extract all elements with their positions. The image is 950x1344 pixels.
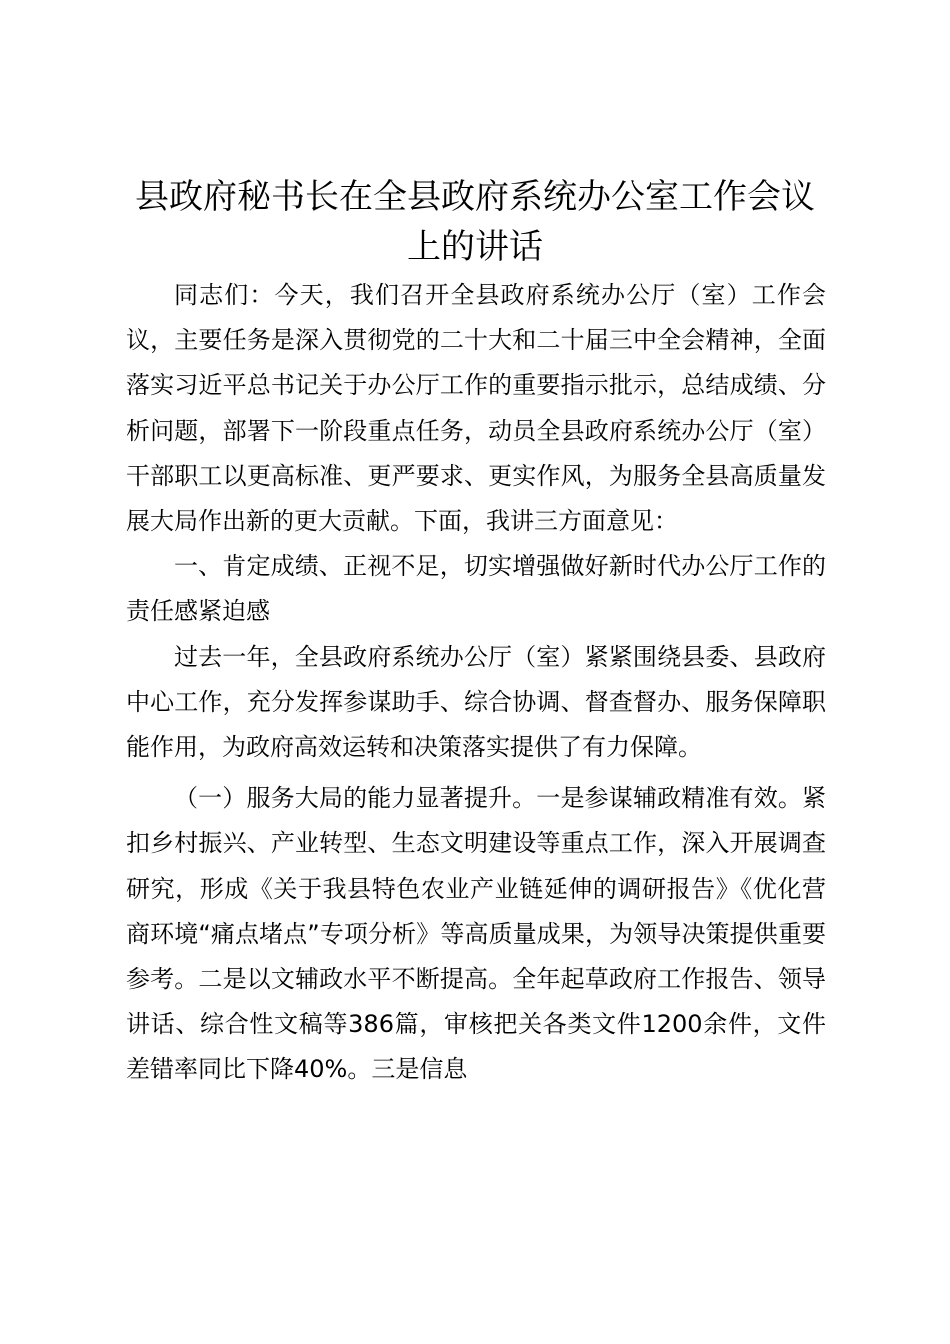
document-body (126, 273, 826, 1099)
title-line-2: 上的讲话 (407, 227, 543, 267)
title-line-1: 县政府秘书长在全县政府系统办公室工作会议 (135, 177, 815, 217)
document-title (100, 172, 850, 272)
body-paragraph: 过去一年，全县政府系统办公厅（室）紧紧围绕县委、县政府中心工作，充分发挥参谋助手、综合协调、督查督办、服务保障职能作用，为政府高效运转和决策落实提供了有力保障。 (126, 642, 826, 762)
opening-paragraph: 同志们：今天，我们召开全县政府系统办公厅（室）工作会议，主要任务是深入贯彻党的二十大和二十届三中全会精神，全面落实习近平总书记关于办公厅工作的重要指示批示，总结成绩、分析问题，部署下一阶段重点任务，动员全县政府系统办公厅（室）干部职工以更高标准、更严要求、更实作风，为服务全县高质量发展大局作出新的更大贡献。下面，我讲三方面意见： (126, 281, 826, 536)
section-heading-1: 一、肯定成绩、正视不足，切实增强做好新时代办公厅工作的责任感紧迫感 (126, 552, 826, 626)
body-paragraph: （一）服务大局的能力显著提升。一是参谋辅政精准有效。紧扣乡村振兴、产业转型、生态文明建设等重点工作，深入开展调查研究，形成《关于我县特色农业产业链延伸的调研报告》《优化营商环境“痛点堵点”专项分析》等高质量成果，为领导决策提供重要参考。二是以文辅政水平不断提高。全年起草政府工作报告、领导讲话、综合性文稿等386篇，审核把关各类文件1200余件，文件差错率同比下降40%。三是信息 (126, 784, 826, 1084)
